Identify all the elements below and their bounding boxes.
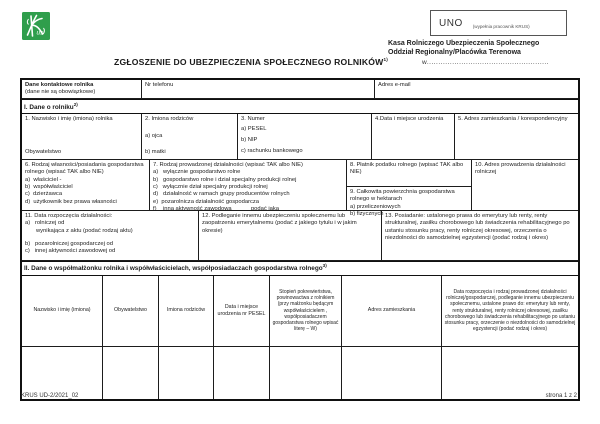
section1-header: I. Dane o rolniku$^{2)}$ [22, 99, 578, 114]
row-boxes-1-5 [22, 114, 578, 160]
box5-address-cell [455, 114, 578, 159]
box3-bank-label: c) rachunku bankowego [241, 147, 303, 154]
section2-column-headers [22, 276, 578, 347]
box7-item-f: f) inna aktywność zawodowa podać jaka [153, 206, 279, 213]
svg-text:us: us [36, 29, 44, 37]
uno-note: (wypełnia pracownik KRUS) [472, 23, 530, 29]
col-header-kinship: Stopień pokrewieństwa, powinowactwa z rolnikiem (przy małżonku będącym współwłaścicielem , współposiadaczem gospodarstwa rolnego wpisać literę – W) [270, 276, 342, 346]
section1-footnote-ref: 2) [73, 101, 78, 107]
entry-cell-parents [159, 347, 214, 399]
col-header-activity-details: Data rozpoczęcia i rodzaj prowadzonej działalności rolniczej/gospodarczej, podleganie innemu ubezpieczeniu społecznemu, ustalone prawo do: emerytury lub renty, renty strukturalnej, renty rolniczej okresowej, zasiłku chorobowego lub świadczenia rehabilitacyjnego po ustaniu stosunku pracy, orzeczenie o niezdolności do samodzielnej egzystencji (podać rodzaj i okres) [444, 289, 576, 332]
box4-title: 4.Data i miejsce urodzenia [375, 115, 444, 122]
entry-cell-name [22, 347, 103, 399]
entry-cell-birth-pesel [214, 347, 270, 399]
email-label: Adres e-mail [378, 82, 411, 88]
entry-cell-activity-details [442, 347, 578, 399]
col-header-citizenship: Obywatelstwo [103, 276, 159, 346]
krus-logo-icon [22, 12, 50, 40]
org-line2: Oddział Regionalny/Placówka Terenowa [388, 49, 521, 57]
box6-item-c: c) dzierżawca [25, 191, 63, 198]
box11-item-a: a) rolniczej od [25, 220, 65, 227]
box12-title: 12. Podleganie innemu ubezpieczeniu społecznemu lub zaopatrzeniu emerytalnemu (podać z jakiego tytułu i w jakim okresie) [202, 212, 357, 234]
section2-footnote-ref: 3) [322, 263, 327, 269]
box11-item-b: b) pozarolniczej gospodarczej od [25, 241, 113, 248]
box12-other-insurance-cell [199, 211, 382, 260]
entry-cell-address [342, 347, 442, 399]
form-code: KRUS UD-2/2021_02 [21, 393, 79, 399]
box6-item-a: a) właściciel - [25, 176, 62, 183]
org-line1: Kasa Rolniczego Ubezpieczenia Społecznego [388, 40, 540, 47]
box11-title: 11. Data rozpoczęcia działalności: [25, 212, 113, 219]
section2-entry-row [22, 347, 578, 399]
org-name-block [388, 39, 573, 58]
box13-benefits-cell [382, 211, 578, 260]
branch-location-line: w..................................................... [422, 59, 550, 66]
box9-item-b: b) fizycznych [350, 211, 384, 218]
entry-cell-kinship [270, 347, 342, 399]
box7-item-b: b) gospodarstwo rolne i dział specjalny produkcji rolnej [153, 176, 297, 183]
box3-title: 3. Numer [241, 115, 265, 122]
title-footnote-ref: 1) [383, 57, 388, 63]
col-header-address: Adres zamieszkania [342, 276, 442, 346]
entry-cell-citizenship [103, 347, 159, 399]
box3-nip-label: b) NIP [241, 137, 258, 143]
box6-title: 6. Rodzaj własności/posiadania gospodarstwa rolnego (wpisać TAK albo NIE) [25, 161, 144, 176]
uno-label: UNO [439, 17, 463, 29]
uno-field-box [430, 10, 567, 36]
box1-title: 1. Nazwisko i imię (imiona) rolnika [25, 115, 113, 122]
box7-item-a: a) wyłącznie gospodarstwo rolne [153, 169, 241, 176]
box13-title: 13. Posiadanie: ustalonego prawa do emerytury lub renty, renty strukturalnej, zasiłku chorobowego lub świadczenia rehabilitacyjnego po ustaniu stosunku pracy, renty rolniczej okresowej, orzeczenia o niezdolności do samodzielnej egzystencji (podać rodzaj i okres) [385, 212, 570, 242]
box10-activity-address-cell [472, 160, 578, 210]
box11-item-c: c) innej aktywności zawodowej od [25, 248, 116, 255]
page-title: ZGŁOSZENIE DO UBEZPIECZENIA SPOŁECZNEGO ROLNIKÓW$^{1)}$ [114, 57, 388, 67]
row-boxes-11-13 [22, 211, 578, 261]
phone-field-cell [142, 80, 375, 98]
box2-father-label: a) ojca [145, 132, 163, 139]
col-header-birth-pesel: Data i miejsce urodzenia nr PESEL [214, 276, 270, 346]
box7-title: 7. Rodzaj prowadzonej działalności (wpisać TAK albo NIE) [153, 161, 303, 168]
email-field-cell [375, 80, 578, 98]
contact-row [22, 80, 578, 99]
box2-title: 2. Imiona rodziców [145, 115, 194, 122]
box7-activity-cell [150, 160, 347, 213]
box1-name-cell [22, 114, 142, 159]
box8-title: 8. Płatnik podatku rolnego (wpisać TAK albo NIE) [350, 161, 464, 176]
box2-parents-cell [142, 114, 238, 159]
box10-title: 10. Adres prowadzenia działalności rolniczej [475, 161, 566, 176]
col-header-parents: Imiona rodziców [159, 276, 214, 346]
box6-item-b: b) współwłaściciel [25, 184, 73, 191]
box3-numbers-cell [238, 114, 372, 159]
box9-item-a: a) przeliczeniowych [350, 203, 401, 210]
box8-tax-payer-cell [347, 160, 471, 187]
box6-ownership-cell [22, 160, 150, 210]
box1-citizenship-label: Obywatelstwo [25, 149, 62, 156]
box5-title: 5. Adres zamieszkania / korespondencyjny [458, 115, 568, 122]
contact-note: (dane nie są obowiązkowe) [25, 89, 96, 96]
box7-item-d: d) działalność w ramach grupy producentów rolnych [153, 191, 290, 198]
box9-title: 9. Całkowita powierzchnia gospodarstwa rolnego w hektarach [350, 188, 455, 203]
phone-label: Nr telefonu [145, 82, 174, 88]
box2-mother-label: b) matki [145, 149, 166, 156]
page-indicator: strona 1 z 2 [545, 393, 577, 399]
box8-9-cell [347, 160, 472, 218]
box11-item-a2: wynikająca z aktu (podać rodzaj aktu) [36, 227, 133, 234]
box7-item-e: e) pozarolnicza działalność gospodarcza [153, 198, 260, 205]
box7-item-c: c) wyłącznie dział specjalny produkcji rolnej [153, 184, 268, 191]
box4-birth-cell [372, 114, 455, 159]
box11-start-date-cell [22, 211, 199, 260]
section2-header: II. Dane o współmałżonku rolnika i współwłaścicielach, współposiadaczach gospodarstwa rolnego$^{3)}$ [22, 261, 578, 276]
box6-item-d: d) użytkownik bez prawa własności [25, 198, 117, 205]
col-header-name: Nazwisko i imię (imiona) [22, 276, 103, 346]
main-form-table [20, 78, 580, 401]
box3-pesel-label: a) PESEL [241, 126, 267, 133]
contact-label: Dane kontaktowe rolnika [25, 82, 94, 88]
contact-label-cell [22, 80, 142, 98]
